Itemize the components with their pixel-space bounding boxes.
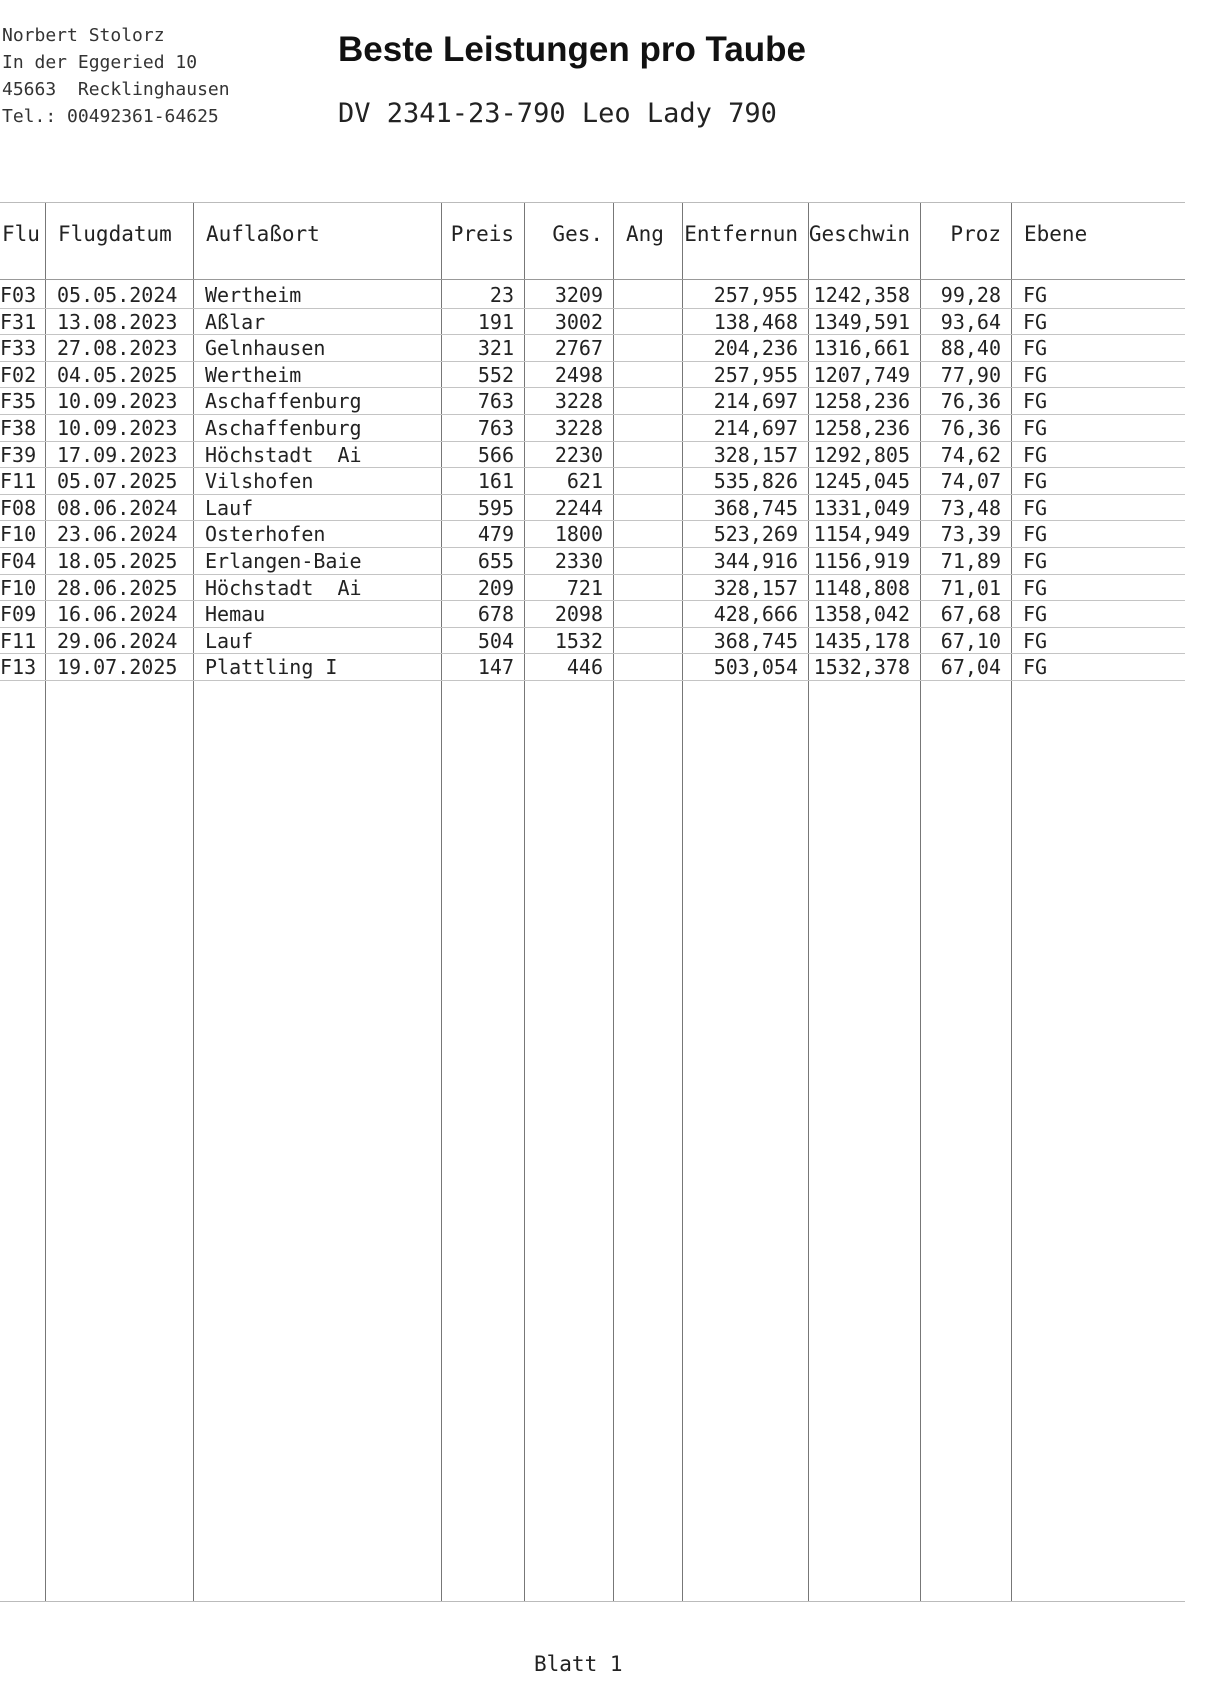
cell-percent: 76,36 — [940, 416, 1001, 440]
cell-distance: 503,054 — [713, 655, 798, 680]
cell-distance: 535,826 — [713, 469, 798, 494]
cell-total: 2767 — [554, 336, 603, 361]
table-row — [0, 309, 1185, 335]
cell-percent: 99,28 — [940, 283, 1001, 307]
cell-date: 23.06.2024 — [57, 522, 178, 547]
header-date: Flugdatum — [58, 222, 172, 246]
table-rule — [0, 279, 1185, 280]
header-ang: Ang — [626, 222, 664, 246]
cell-level: FG — [1023, 362, 1048, 387]
cell-flight: F09 — [0, 602, 37, 627]
cell-total: 2230 — [554, 442, 603, 467]
cell-percent: 73,39 — [940, 522, 1001, 547]
cell-flight: F13 — [0, 655, 37, 680]
row-rule — [0, 680, 1185, 681]
cell-speed: 1148,808 — [813, 575, 910, 600]
cell-prize: 147 — [477, 655, 514, 680]
table-row — [0, 654, 1185, 680]
cell-speed: 1207,749 — [813, 362, 910, 387]
cell-flight: F39 — [0, 442, 37, 467]
cell-total: 3228 — [554, 389, 603, 414]
table-row — [0, 628, 1185, 654]
cell-percent: 73,48 — [940, 495, 1001, 520]
header-total: Ges. — [552, 222, 603, 246]
cell-flight: F08 — [0, 495, 37, 520]
cell-date: 19.07.2025 — [57, 655, 178, 680]
cell-speed: 1532,378 — [813, 655, 910, 680]
cell-total: 2244 — [554, 495, 603, 520]
cell-distance: 368,745 — [713, 495, 798, 520]
cell-distance: 523,269 — [713, 522, 798, 547]
header-level: Ebene — [1024, 222, 1088, 246]
cell-speed: 1331,049 — [813, 495, 910, 520]
cell-percent: 67,10 — [940, 628, 1001, 653]
cell-date: 29.06.2024 — [57, 628, 178, 653]
table-row — [0, 282, 1185, 308]
cell-total: 3209 — [554, 283, 603, 307]
cell-distance: 328,157 — [713, 442, 798, 467]
cell-date: 05.05.2024 — [57, 283, 178, 307]
cell-distance: 368,745 — [713, 628, 798, 653]
cell-prize: 552 — [477, 362, 514, 387]
cell-level: FG — [1023, 416, 1048, 440]
cell-flight: F35 — [0, 389, 37, 414]
cell-prize: 566 — [477, 442, 514, 467]
results-table — [0, 202, 1185, 1602]
cell-flight: F03 — [0, 283, 37, 307]
header-percent: Proz — [950, 222, 1001, 246]
cell-release-site: Osterhofen — [205, 522, 326, 547]
cell-level: FG — [1023, 655, 1048, 680]
cell-total: 621 — [566, 469, 603, 494]
cell-date: 17.09.2023 — [57, 442, 178, 467]
cell-release-site: Aschaffenburg — [205, 416, 362, 440]
cell-release-site: Wertheim — [205, 362, 302, 387]
cell-flight: F11 — [0, 469, 37, 494]
header-release-site: Auflaßort — [206, 222, 320, 246]
cell-flight: F10 — [0, 522, 37, 547]
cell-speed: 1316,661 — [813, 336, 910, 361]
table-row — [0, 442, 1185, 468]
cell-distance: 344,916 — [713, 549, 798, 573]
table-bottom-rule — [0, 1601, 1185, 1602]
sender-address — [2, 22, 230, 130]
cell-prize: 479 — [477, 522, 514, 547]
cell-distance: 328,157 — [713, 575, 798, 600]
cell-flight: F02 — [0, 362, 37, 387]
cell-speed: 1258,236 — [813, 416, 910, 440]
cell-speed: 1349,591 — [813, 309, 910, 334]
cell-level: FG — [1023, 549, 1048, 573]
cell-release-site: Gelnhausen — [205, 336, 326, 361]
cell-total: 1800 — [554, 522, 603, 547]
cell-release-site: Aßlar — [205, 309, 266, 334]
cell-speed: 1154,949 — [813, 522, 910, 547]
cell-percent: 77,90 — [940, 362, 1001, 387]
sender-street: In der Eggeried 10 — [2, 52, 198, 73]
cell-distance: 204,236 — [713, 336, 798, 361]
cell-total: 2098 — [554, 602, 603, 627]
cell-percent: 74,07 — [940, 469, 1001, 494]
cell-date: 08.06.2024 — [57, 495, 178, 520]
cell-level: FG — [1023, 602, 1048, 627]
cell-date: 05.07.2025 — [57, 469, 178, 494]
cell-total: 2498 — [554, 362, 603, 387]
table-row — [0, 521, 1185, 547]
table-row — [0, 335, 1185, 361]
table-row — [0, 575, 1185, 601]
table-rule — [0, 202, 1185, 203]
cell-speed: 1435,178 — [813, 628, 910, 653]
cell-flight: F33 — [0, 336, 37, 361]
table-row — [0, 601, 1185, 627]
cell-date: 16.06.2024 — [57, 602, 178, 627]
cell-flight: F11 — [0, 628, 37, 653]
sender-city: 45663 Recklinghausen — [2, 79, 230, 100]
cell-total: 2330 — [554, 549, 603, 573]
cell-distance: 257,955 — [713, 362, 798, 387]
header-prize: Preis — [450, 222, 514, 246]
cell-flight: F31 — [0, 309, 37, 334]
header-distance: Entfernun — [684, 222, 798, 246]
cell-speed: 1258,236 — [813, 389, 910, 414]
header-speed: Geschwin — [808, 222, 910, 246]
cell-prize: 595 — [477, 495, 514, 520]
cell-date: 28.06.2025 — [57, 575, 178, 600]
cell-release-site: Wertheim — [205, 283, 302, 307]
cell-percent: 88,40 — [940, 336, 1001, 361]
cell-release-site: Lauf — [205, 628, 254, 653]
cell-prize: 23 — [489, 283, 514, 307]
cell-prize: 321 — [477, 336, 514, 361]
cell-percent: 76,36 — [940, 389, 1001, 414]
table-row — [0, 495, 1185, 521]
cell-percent: 67,04 — [940, 655, 1001, 680]
cell-date: 27.08.2023 — [57, 336, 178, 361]
header-flight: Flu — [2, 222, 40, 246]
cell-prize: 763 — [477, 389, 514, 414]
cell-speed: 1242,358 — [813, 283, 910, 307]
table-row — [0, 362, 1185, 388]
pigeon-id: DV 2341-23-790 Leo Lady 790 — [338, 98, 777, 129]
sender-name: Norbert Stolorz — [2, 25, 165, 46]
table-row — [0, 415, 1185, 441]
cell-percent: 71,89 — [940, 549, 1001, 573]
cell-release-site: Hemau — [205, 602, 266, 627]
cell-level: FG — [1023, 628, 1048, 653]
sender-phone: Tel.: 00492361-64625 — [2, 106, 219, 127]
cell-level: FG — [1023, 522, 1048, 547]
page-number: Blatt 1 — [534, 1652, 623, 1676]
cell-distance: 214,697 — [713, 389, 798, 414]
cell-release-site: Lauf — [205, 495, 254, 520]
cell-flight: F10 — [0, 575, 37, 600]
cell-date: 13.08.2023 — [57, 309, 178, 334]
cell-distance: 138,468 — [713, 309, 798, 334]
cell-prize: 504 — [477, 628, 514, 653]
cell-flight: F38 — [0, 416, 37, 440]
cell-percent: 74,62 — [940, 442, 1001, 467]
page-title: Beste Leistungen pro Taube — [338, 30, 807, 69]
cell-speed: 1358,042 — [813, 602, 910, 627]
table-row — [0, 388, 1185, 414]
cell-prize: 209 — [477, 575, 514, 600]
cell-prize: 655 — [477, 549, 514, 573]
table-row — [0, 548, 1185, 574]
cell-date: 18.05.2025 — [57, 549, 178, 573]
cell-flight: F04 — [0, 549, 37, 573]
cell-date: 10.09.2023 — [57, 389, 178, 414]
cell-percent: 67,68 — [940, 602, 1001, 627]
cell-level: FG — [1023, 495, 1048, 520]
cell-total: 1532 — [554, 628, 603, 653]
cell-level: FG — [1023, 336, 1048, 361]
cell-level: FG — [1023, 283, 1048, 307]
cell-release-site: Plattling I — [205, 655, 338, 680]
cell-release-site: Vilshofen — [205, 469, 314, 494]
cell-prize: 191 — [477, 309, 514, 334]
cell-date: 04.05.2025 — [57, 362, 178, 387]
cell-distance: 214,697 — [713, 416, 798, 440]
cell-distance: 257,955 — [713, 283, 798, 307]
table-row — [0, 468, 1185, 494]
cell-level: FG — [1023, 309, 1048, 334]
cell-speed: 1156,919 — [813, 549, 910, 573]
cell-level: FG — [1023, 469, 1048, 494]
cell-level: FG — [1023, 389, 1048, 414]
cell-speed: 1292,805 — [813, 442, 910, 467]
cell-release-site: Erlangen-Baie — [205, 549, 362, 573]
cell-total: 3002 — [554, 309, 603, 334]
cell-release-site: Höchstadt Ai — [205, 575, 362, 600]
cell-prize: 678 — [477, 602, 514, 627]
cell-level: FG — [1023, 442, 1048, 467]
cell-total: 721 — [566, 575, 603, 600]
cell-total: 3228 — [554, 416, 603, 440]
cell-prize: 161 — [477, 469, 514, 494]
cell-distance: 428,666 — [713, 602, 798, 627]
cell-level: FG — [1023, 575, 1048, 600]
cell-speed: 1245,045 — [813, 469, 910, 494]
cell-date: 10.09.2023 — [57, 416, 178, 440]
cell-total: 446 — [566, 655, 603, 680]
cell-percent: 93,64 — [940, 309, 1001, 334]
cell-percent: 71,01 — [940, 575, 1001, 600]
cell-prize: 763 — [477, 416, 514, 440]
cell-release-site: Höchstadt Ai — [205, 442, 362, 467]
cell-release-site: Aschaffenburg — [205, 389, 362, 414]
